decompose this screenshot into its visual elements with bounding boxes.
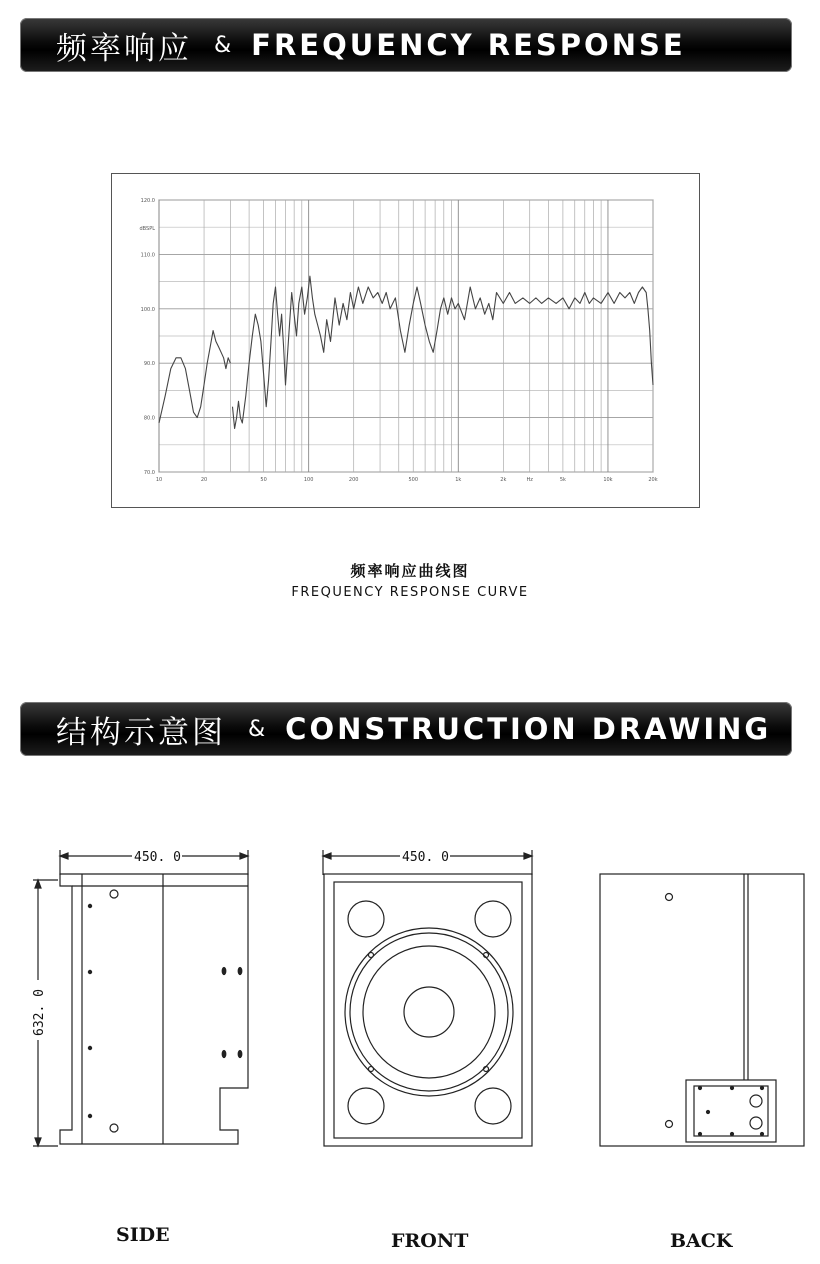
side-width-dimension: 450. 0 (134, 850, 181, 865)
construction-drawings (0, 830, 820, 1160)
frequency-response-chart (111, 173, 700, 508)
front-width-dimension: 450. 0 (402, 850, 449, 865)
x-tick-label: 500 (408, 477, 419, 483)
x-tick-label: 2k (500, 477, 507, 483)
header-title-cn: 频率响应 (56, 30, 192, 67)
response-curve-segment (233, 276, 654, 428)
x-tick-label: 50 (260, 477, 267, 483)
y-tick-label: 110.0 (140, 252, 155, 259)
chart-series (159, 276, 653, 428)
frequency-response-header (20, 18, 792, 72)
back-view (600, 874, 804, 1146)
x-tick-label: 100 (303, 477, 314, 483)
header-title-cn: 结构示意图 (56, 714, 226, 751)
y-axis-label: dBSPL (139, 226, 155, 232)
chart-caption-cn: 频率响应曲线图 (350, 562, 470, 580)
construction-drawing-header (20, 702, 792, 756)
x-tick-label: 20k (648, 477, 658, 483)
x-tick-label: 1k (455, 477, 462, 483)
x-axis-label: Hz (526, 477, 533, 483)
y-tick-label: 120.0 (140, 198, 155, 204)
x-tick-label: 200 (348, 477, 359, 483)
header-title-en: FREQUENCY RESPONSE (251, 28, 686, 62)
header-ampersand: & (214, 32, 232, 58)
header-title-en: CONSTRUCTION DRAWING (285, 712, 772, 746)
x-tick-label: 10k (603, 477, 613, 483)
header-ampersand: & (248, 716, 266, 742)
side-view (33, 850, 248, 1146)
y-tick-label: 100.0 (140, 306, 155, 313)
x-tick-label: 5k (559, 477, 566, 483)
x-tick-label: 20 (200, 477, 208, 483)
front-view (323, 850, 532, 1146)
back-view-label: BACK (670, 1230, 733, 1252)
chart-caption-en: FREQUENCY RESPONSE CURVE (291, 585, 529, 600)
x-tick-label: 10 (155, 477, 163, 483)
response-curve-segment (159, 331, 230, 423)
y-tick-label: 80.0 (143, 415, 155, 422)
front-view-label: FRONT (391, 1230, 469, 1252)
side-height-dimension: 632. 0 (32, 989, 47, 1036)
chart-canvas (112, 174, 699, 507)
chart-grid (159, 200, 653, 472)
side-view-label: SIDE (116, 1224, 170, 1246)
y-tick-label: 90.0 (143, 361, 155, 368)
y-tick-label: 70.0 (143, 470, 155, 476)
